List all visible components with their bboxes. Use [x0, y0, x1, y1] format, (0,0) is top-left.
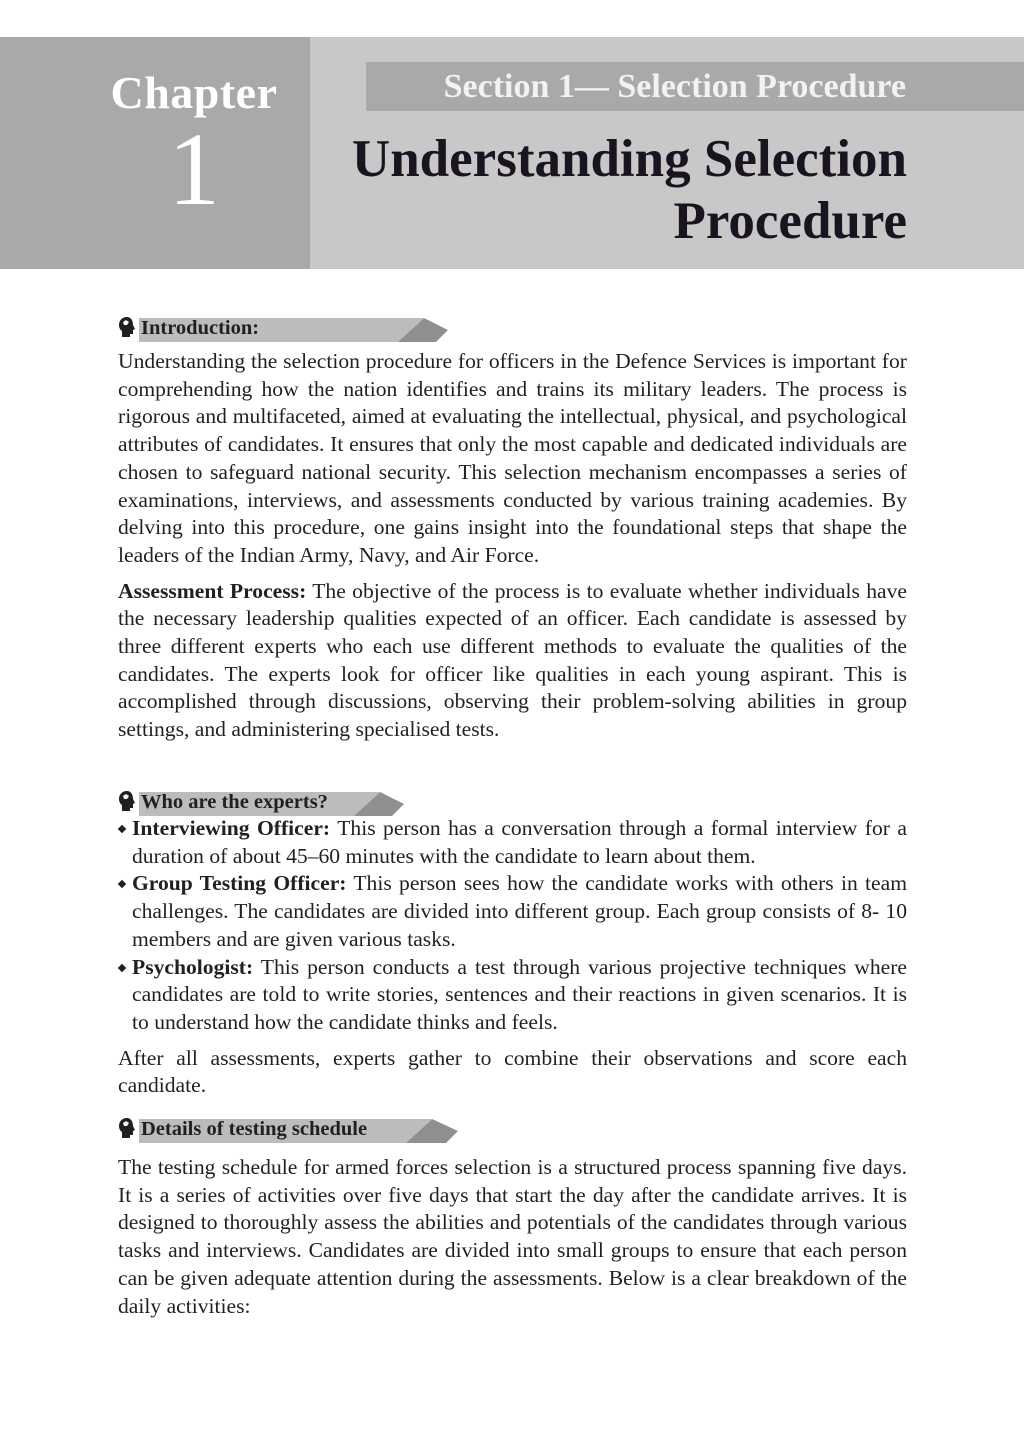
- introduction-section: [118, 316, 907, 344]
- experts-body: [118, 815, 907, 1100]
- schedule-section: [118, 1117, 907, 1145]
- page-title-line1: Understanding Selection: [351, 130, 907, 188]
- bullet-icon: [118, 825, 126, 833]
- schedule-heading: [118, 1117, 907, 1145]
- introduction-heading: [118, 316, 907, 344]
- experts-heading: [118, 790, 907, 818]
- assessment-text: The objective of the process is to evaluate whether individuals have the necessary leadership qualities expected of an officer. Each candidate is assessed by three different experts who each use different methods to evaluate the qualities of the candidates. The experts look for officer like qualities in each young aspirant. This is accomplished through discussions, observing their problem-solving abilities in group settings, and administering specialised tests.: [118, 578, 907, 742]
- introduction-paragraph: Understanding the selection procedure for officers in the Defence Services is important for comprehending how the nation identifies and trains its military leaders. The process is rigorous and multifaceted, aimed at evaluating the intellectual, physical, and psychological attributes of candidates. It ensures that only the most capable and dedicated individuals are chosen to safeguard national security. This selection mechanism encompasses a series of examinations, interviews, and assessments conducted by various training academies. By delving into this procedure, one gains insight into the foundational steps that shape the leaders of the Indian Army, Navy, and Air Force.: [118, 349, 907, 567]
- head-icon: [118, 790, 136, 812]
- schedule-paragraph: The testing schedule for armed forces selection is a structured process spanning five days. It is a series of activities over five days that start the day after the candidate arrives. It is designed to thoroughly assess the abilities and potentials of the candidates through various tasks and interviews. Candidates are divided into small groups to ensure that each person can be given adequate attention during the assessments. Below is a clear breakdown of the daily activities:: [118, 1155, 907, 1318]
- head-icon: [118, 316, 136, 338]
- heading-slant: [354, 792, 404, 816]
- introduction-heading-label: Introduction:: [141, 317, 260, 339]
- expert-text: This person sees how the candidate works with others in team challenges. The candidates are divided into different group. Each group consists of 8- 10 members and are given various tasks.: [132, 871, 907, 951]
- assessment-term: Assessment Process:: [118, 578, 307, 603]
- head-icon: [118, 1117, 136, 1139]
- list-item: [118, 815, 907, 870]
- expert-term: Group Testing Officer:: [132, 871, 347, 896]
- expert-text: This person conducts a test through various projective techniques where candidates are told to write stories, sentences and their reactions in given scenarios. It is to understand how the candidate thinks and feels.: [132, 954, 907, 1034]
- chapter-number: 1: [168, 112, 220, 227]
- schedule-body: [118, 1154, 907, 1320]
- experts-summary: After all assessments, experts gather to combine their observations and score each candidate.: [118, 1045, 907, 1098]
- list-item: [118, 954, 907, 1037]
- section-title: Section 1— Selection Procedure: [443, 68, 906, 105]
- heading-slant: [398, 318, 448, 342]
- heading-slant: [406, 1119, 458, 1143]
- expert-text: This person has a conversation through a formal interview for a duration of about 45–60 minutes with the candidate to learn about them.: [132, 816, 908, 868]
- section-bar: [366, 62, 1024, 111]
- experts-section: [118, 790, 907, 818]
- bullet-icon: [118, 963, 126, 971]
- assessment-paragraph: [118, 578, 907, 744]
- schedule-heading-label: Details of testing schedule: [141, 1118, 368, 1140]
- experts-heading-label: Who are the experts?: [141, 791, 328, 813]
- expert-term: Interviewing Officer:: [132, 816, 331, 840]
- page-title-line2: Procedure: [673, 192, 907, 250]
- introduction-body: [118, 348, 907, 744]
- bullet-icon: [118, 880, 126, 888]
- expert-term: Psychologist:: [132, 954, 254, 979]
- experts-list: [118, 815, 907, 1037]
- page-title: [267, 128, 907, 252]
- chapter-label: Chapter: [110, 67, 278, 118]
- list-item: [118, 870, 907, 953]
